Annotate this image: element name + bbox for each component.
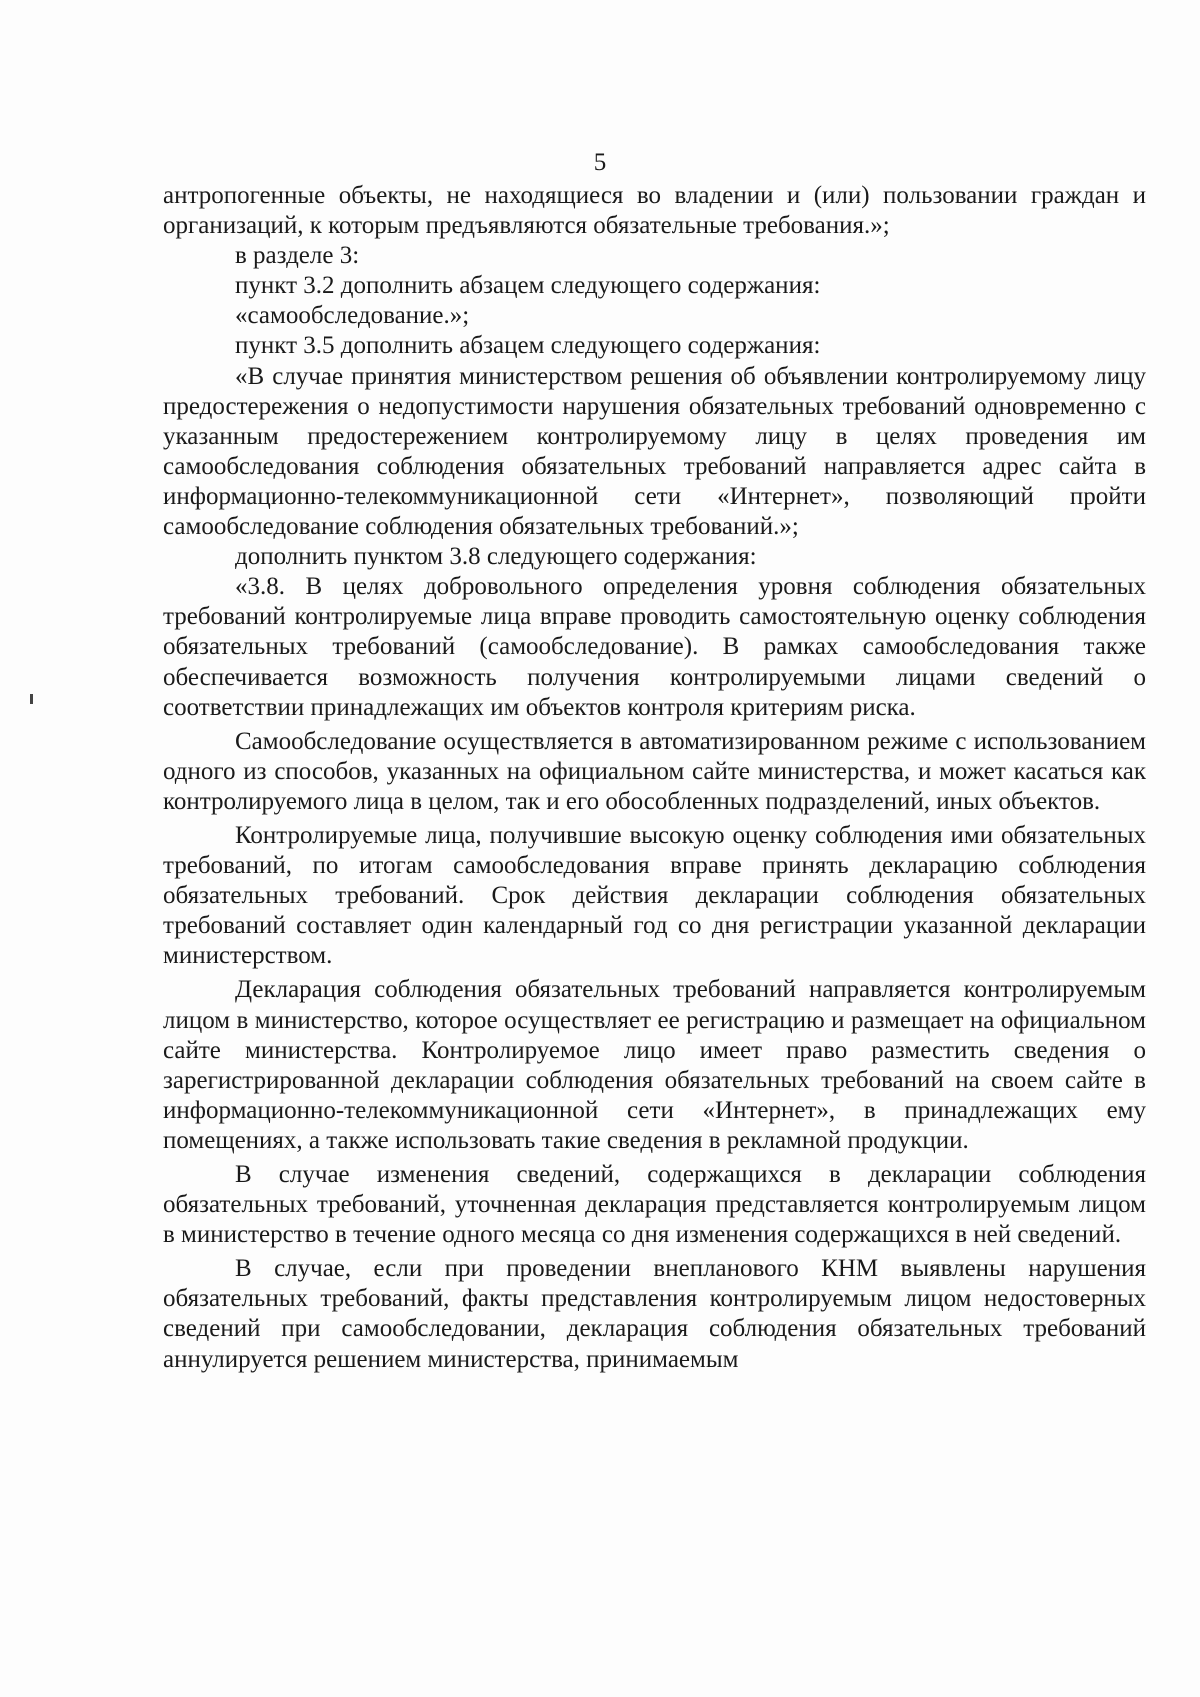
scan-margin-mark	[30, 694, 33, 704]
paragraph-item-3-5: пункт 3.5 дополнить абзацем следующего содержания:	[235, 332, 821, 360]
paragraph-declaration-update: В случае изменения сведений, содержащихся в декларации соблюдения обязательных требований, уточненная декларация представляется контролируемым лицом в министерство в течение одного месяца со дня изменения содержащихся в ней сведений.	[163, 1161, 1146, 1249]
paragraph-declaration-annulment: В случае, если при проведении внепланового КНМ выявлены нарушения обязательных требований, факты представления контролируемым лицом недостоверных сведений при самообследовании, декларация соблюдения обязательных требований аннулируется решением министерства, принимаемым	[163, 1255, 1146, 1373]
paragraph-section-3: в разделе 3:	[235, 242, 360, 270]
paragraph-automated-mode: Самообследование осуществляется в автоматизированном режиме с использованием одного из способов, указанных на официальном сайте министерства, и может касаться как контролируемого лица в целом, так и его обособленных подразделений, иных объектов.	[163, 727, 1146, 815]
paragraph-item-3-2: пункт 3.2 дополнить абзацем следующего содержания:	[235, 272, 821, 300]
paragraph-continuation: антропогенные объекты, не находящиеся во владении и (или) пользовании граждан и организаций, к которым предъявляются обязательные требования.»;	[163, 182, 1146, 240]
page-number: 5	[593, 149, 607, 176]
paragraph-item-3-8-intro: дополнить пунктом 3.8 следующего содержания:	[235, 543, 757, 571]
document-body	[163, 181, 1146, 1375]
paragraph-declaration-acceptance: Контролируемые лица, получившие высокую оценку соблюдения ими обязательных требований, по итогам самообследования вправе принять декларацию соблюдения обязательных требований. Срок действия декларации соблюдения обязательных требований составляет один календарный год со дня регистрации указанной декларации министерством.	[163, 821, 1146, 970]
paragraph-item-3-8: «3.8. В целях добровольного определения уровня соблюдения обязательных требований контролируемые лица вправе проводить самостоятельную оценку соблюдения обязательных требований (самообследование). В рамках самообследования также обеспечивается возможность получения контролируемыми лицами сведений о соответствии принадлежащих им объектов контроля критериям риска.	[163, 573, 1146, 721]
paragraph-self-inspection-term: «самообследование.»;	[235, 302, 470, 330]
paragraph-declaration-registration: Декларация соблюдения обязательных требований направляется контролируемым лицом в министерство, которое осуществляет ее регистрацию и размещает на официальном сайте министерства. Контролируемое лицо имеет право разместить сведения о зарегистрированной декларации соблюдения обязательных требований на своем сайте в информационно-телекоммуникационной сети «Интернет», в принадлежащих ему помещениях, а также использовать такие сведения в рекламной продукции.	[163, 976, 1146, 1154]
paragraph-warning-text: «В случае принятия министерством решения об объявлении контролируемому лицу предостережения о недопустимости нарушения обязательных требований одновременно с указанным предостережением контролируемому лицу в целях проведения им самообследования соблюдения обязательных требований направляется адрес сайта в информационно-телекоммуникационной сети «Интернет», позволяющий пройти самообследование соблюдения обязательных требований.»;	[163, 362, 1146, 541]
